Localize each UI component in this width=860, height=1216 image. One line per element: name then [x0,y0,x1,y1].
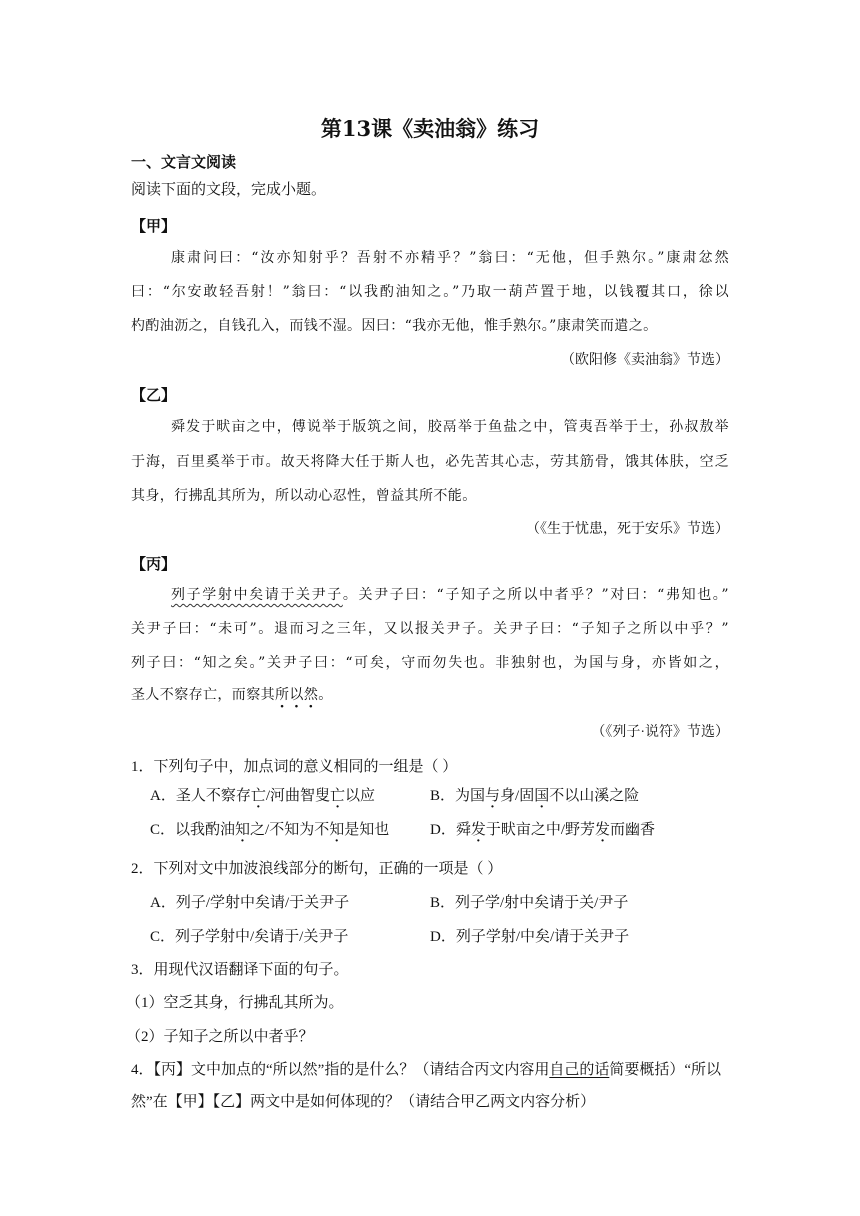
question-2-stem: 2．下列对文中加波浪线部分的断句，正确的一项是（ ） [131,861,503,877]
dotted-word: 所 [275,687,290,703]
question-2-option-b: B．列子学/射中矣请于关/尹子 [430,895,629,911]
passage-bing-mark: 【丙】 [131,555,177,573]
question-1-option-a: A．圣人不察存亡/河曲智叟亡以应 [150,788,376,804]
passage-yi-line: 于海，百里奚举于市。故天将降大任于斯人也，必先苦其心志，劳其筋骨，饿其体肤，空乏 [131,454,729,470]
wavy-underlined-phrase: 列子学射中矣请于关尹子 [171,587,343,603]
passage-jia-line: 曰：“尔安敢轻吾射！”翁曰：“以我酌油知之。”乃取一葫芦置于地，以钱覆其口，徐以 [131,284,729,300]
question-1-stem: 1．下列句子中，加点词的意义相同的一组是（ ） [131,759,458,775]
dotted-word: 以 [289,687,304,703]
section-heading: 一、文言文阅读 [131,153,237,171]
passage-yi-mark: 【乙】 [131,386,177,404]
passage-yi-line: 其身，行拂乱其所为，所以动心忍性，曾益其所不能。 [131,488,477,504]
question-3-sentence-1: （1）空乏其身，行拂乱其所为。 [126,995,344,1011]
page-title: 第13课《卖油翁》练习 [320,116,540,141]
question-3-sentence-2: （2）子知子之所以中者乎？ [126,1029,314,1045]
question-2-option-d: D．列子学射/中矣/请于关尹子 [430,929,630,945]
passage-bing-line: 圣人不察存亡，而察其所以然。 [131,684,729,704]
question-2-option-c: C．列子学射中/矣请于/关尹子 [150,929,349,945]
passage-jia-source: （欧阳修《卖油翁》节选） [561,353,729,368]
dotted-word: 然 [303,687,319,703]
passage-bing-source: （《列子·说符》节选） [591,725,729,740]
passage-jia-line: 杓酌油沥之，自钱孔入，而钱不湿。因曰：“我亦无他，惟手熟尔。”康肃笑而遣之。 [131,318,658,334]
passage-jia-line: 康肃问曰：“汝亦知射乎？吾射不亦精乎？”翁曰：“无他，但手熟尔。”康肃忿然 [171,250,729,266]
question-3-stem: 3．用现代汉语翻译下面的句子。 [131,962,349,978]
passage-yi-line: 舜发于畎亩之中，傅说举于版筑之间，胶鬲举于鱼盐之中，管夷吾举于士，孙叔敖举 [171,419,729,435]
passage-jia-mark: 【甲】 [131,217,177,235]
passage-yi-source: （《生于忧患，死于安乐》节选） [526,522,729,537]
instructions: 阅读下面的文段，完成小题。 [131,180,327,198]
underlined-phrase: 自己的话 [549,1062,610,1078]
question-1-option-d: D．舜发于畎亩之中/野芳发而幽香 [430,822,656,838]
question-4-line-1: 4．【丙】文中加点的“所以然”指的是什么？（请结合丙文内容用自己的话简要概括）“所以 [131,1062,722,1078]
passage-bing-line: 关尹子曰：“未可”。退而习之三年，又以报关尹子。关尹子曰：“子知子之所以中乎？” [131,621,729,637]
question-1-option-b: B．为国与身/固国不以山溪之险 [430,788,640,804]
passage-bing-line: 列子曰：“知之矣。”关尹子曰：“可矣，守而勿失也。非独射也，为国与身，亦皆如之， [131,655,729,671]
question-2-option-a: A．列子/学射中矣请/于关尹子 [150,895,350,911]
passage-bing-line: 列子学射中矣请于关尹子。关尹子曰：“子知子之所以中者乎？”对曰：“弗知也。” [171,587,729,603]
question-1-option-c: C．以我酌油知之/不知为不知是知也 [150,822,390,838]
question-4-line-2: 然”在【甲】【乙】两文中是如何体现的？（请结合甲乙两文内容分析） [131,1094,596,1110]
